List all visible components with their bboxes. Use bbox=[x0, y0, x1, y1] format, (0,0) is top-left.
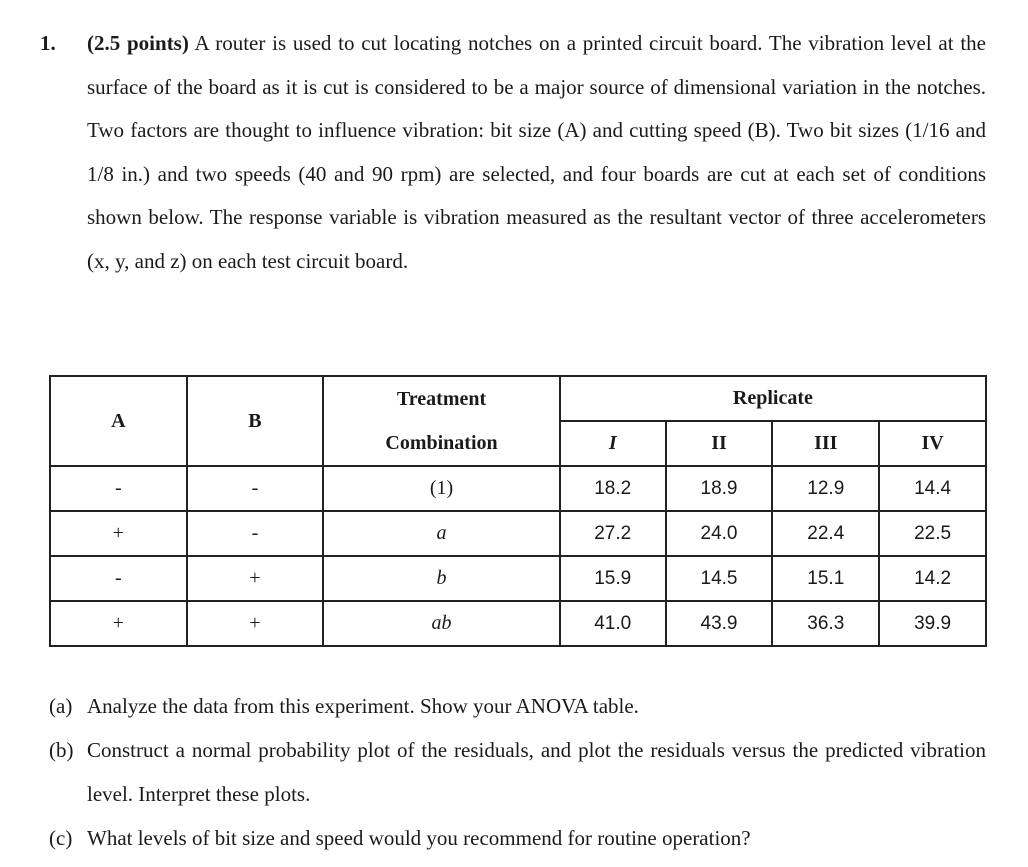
header-combination: Combination bbox=[323, 421, 560, 466]
cell-value: 41.0 bbox=[560, 601, 666, 646]
cell-b: + bbox=[187, 601, 324, 646]
header-treatment: Treatment bbox=[323, 376, 560, 421]
problem-number: 1. bbox=[40, 31, 56, 55]
question-item bbox=[49, 816, 986, 860]
cell-value: 43.9 bbox=[666, 601, 773, 646]
cell-b: + bbox=[187, 556, 324, 601]
header-rep-4: IV bbox=[879, 421, 986, 466]
cell-value: 36.3 bbox=[772, 601, 879, 646]
cell-value: 18.9 bbox=[666, 466, 773, 511]
cell-combo: ab bbox=[323, 601, 560, 646]
cell-value: 22.4 bbox=[772, 511, 879, 556]
question-text: What levels of bit size and speed would you recommend for routine operation? bbox=[87, 826, 751, 850]
cell-value: 22.5 bbox=[879, 511, 986, 556]
cell-value: 24.0 bbox=[666, 511, 773, 556]
cell-combo: (1) bbox=[323, 466, 560, 511]
problem-statement bbox=[87, 22, 986, 283]
cell-combo: b bbox=[323, 556, 560, 601]
cell-a: - bbox=[50, 466, 187, 511]
header-rep-1: I bbox=[560, 421, 666, 466]
header-b: B bbox=[187, 376, 324, 466]
question-item bbox=[49, 728, 986, 816]
cell-value: 12.9 bbox=[772, 466, 879, 511]
table-row bbox=[50, 601, 986, 646]
problem-body: A router is used to cut locating notches on a printed circuit board. The vibration level at the surface of the board as it is cut is considered to be a major source of dimensional variation in the notches. Two factors are thought to influence vibration: bit size (A) and cutting speed (B). Two bit sizes (1/16 and 1/8 in.) and two speeds (40 and 90 rpm) are selected, and four boards are cut at each set of conditions shown below. The response variable is vibration measured as the resultant vector of three accelerometers (x, y, and z) on each test circuit board. bbox=[87, 31, 986, 273]
cell-value: 14.4 bbox=[879, 466, 986, 511]
cell-value: 14.2 bbox=[879, 556, 986, 601]
question-text: Construct a normal probability plot of the residuals, and plot the residuals versus the predicted vibration level. Interpret these plots. bbox=[87, 738, 986, 806]
cell-b: - bbox=[187, 466, 324, 511]
cell-b: - bbox=[187, 511, 324, 556]
header-rep-2: II bbox=[666, 421, 773, 466]
cell-value: 18.2 bbox=[560, 466, 666, 511]
cell-a: - bbox=[50, 556, 187, 601]
table-row bbox=[50, 556, 986, 601]
question-item bbox=[49, 684, 986, 728]
question-text: Analyze the data from this experiment. Show your ANOVA table. bbox=[87, 694, 639, 718]
cell-value: 39.9 bbox=[879, 601, 986, 646]
cell-value: 15.9 bbox=[560, 556, 666, 601]
cell-a: + bbox=[50, 601, 187, 646]
cell-combo: a bbox=[323, 511, 560, 556]
data-table bbox=[49, 375, 987, 647]
cell-value: 27.2 bbox=[560, 511, 666, 556]
problem-points: (2.5 points) bbox=[87, 31, 189, 55]
question-list bbox=[49, 684, 986, 860]
table-row bbox=[50, 511, 986, 556]
header-a: A bbox=[50, 376, 187, 466]
cell-a: + bbox=[50, 511, 187, 556]
header-rep-3: III bbox=[772, 421, 879, 466]
header-replicate: Replicate bbox=[560, 376, 986, 421]
cell-value: 15.1 bbox=[772, 556, 879, 601]
cell-value: 14.5 bbox=[666, 556, 773, 601]
table-row bbox=[50, 466, 986, 511]
question-label: (a) bbox=[49, 694, 73, 718]
question-label: (c) bbox=[49, 826, 73, 850]
question-label: (b) bbox=[49, 738, 74, 762]
